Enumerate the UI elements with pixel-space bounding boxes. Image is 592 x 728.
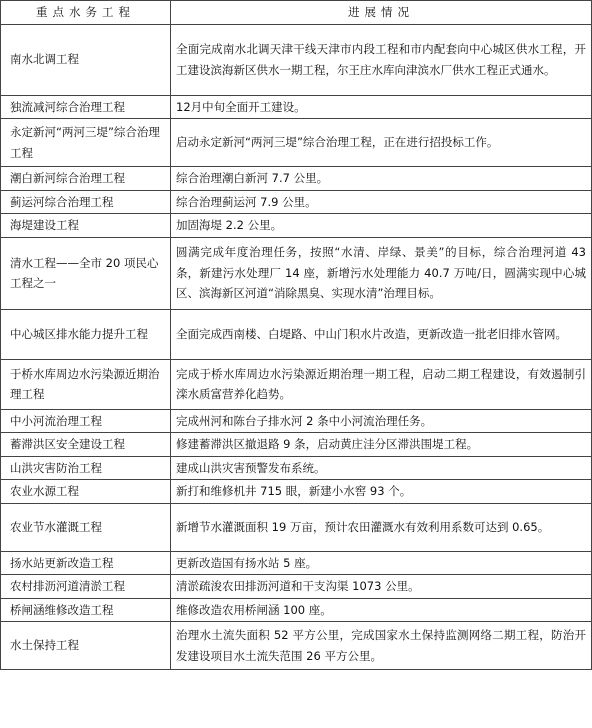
project-name: 中小河流治理工程 bbox=[1, 409, 171, 433]
project-name: 永定新河“两河三堤”综合治理工程 bbox=[1, 119, 171, 167]
header-row bbox=[1, 1, 592, 25]
project-progress: 完成于桥水库周边水污染源近期治理一期工程，启动二期工程建设，有效遏制引滦水质富营养化趋势。 bbox=[171, 359, 592, 409]
project-progress: 12月中旬全面开工建设。 bbox=[171, 95, 592, 119]
project-name: 山洪灾害防治工程 bbox=[1, 456, 171, 480]
table-row bbox=[1, 119, 592, 167]
table-row bbox=[1, 95, 592, 119]
table-row bbox=[1, 359, 592, 409]
project-name: 扬水站更新改造工程 bbox=[1, 551, 171, 575]
project-name: 农村排沥河道清淤工程 bbox=[1, 575, 171, 599]
table-row bbox=[1, 237, 592, 309]
project-progress: 综合治理蓟运河 7.9 公里。 bbox=[171, 190, 592, 214]
project-progress: 全面完成西南楼、白堤路、中山门积水片改造，更新改造一批老旧排水管网。 bbox=[171, 309, 592, 359]
project-name: 桥闸涵维修改造工程 bbox=[1, 598, 171, 622]
table-row bbox=[1, 409, 592, 433]
project-name: 南水北调工程 bbox=[1, 24, 171, 95]
project-progress: 全面完成南水北调天津干线天津市内段工程和市内配套向中心城区供水工程，开工建设滨海新区供水一期工程，尔王庄水库向津滨水厂供水工程正式通水。 bbox=[171, 24, 592, 95]
project-progress: 圆满完成年度治理任务，按照“水清、岸绿、景美”的目标，综合治理河道 43 条，新建污水处理厂 14 座，新增污水处理能力 40.7 万吨/日，圆满实现中心城区、滨海新区河道“消除黑臭、实现水清”治理目标。 bbox=[171, 237, 592, 309]
table-row bbox=[1, 575, 592, 599]
project-progress: 建成山洪灾害预警发布系统。 bbox=[171, 456, 592, 480]
project-progress: 清淤疏浚农田排沥河道和干支沟渠 1073 公里。 bbox=[171, 575, 592, 599]
project-name: 独流减河综合治理工程 bbox=[1, 95, 171, 119]
table-row bbox=[1, 309, 592, 359]
project-progress: 综合治理潮白新河 7.7 公里。 bbox=[171, 167, 592, 191]
project-name: 农业水源工程 bbox=[1, 480, 171, 504]
project-name: 清水工程——全市 20 项民心工程之一 bbox=[1, 237, 171, 309]
project-progress: 治理水土流失面积 52 平方公里，完成国家水土保持监测网络二期工程，防治开发建设项目水土流失范围 26 平方公里。 bbox=[171, 622, 592, 670]
table-row bbox=[1, 190, 592, 214]
project-progress: 新增节水灌溉面积 19 万亩，预计农田灌溉水有效利用系数可达到 0.65。 bbox=[171, 503, 592, 551]
project-name: 蓄滞洪区安全建设工程 bbox=[1, 433, 171, 457]
header-project: 重点水务工程 bbox=[1, 1, 171, 25]
table-row bbox=[1, 480, 592, 504]
project-progress: 启动永定新河“两河三堤”综合治理工程，正在进行招投标工作。 bbox=[171, 119, 592, 167]
project-progress: 加固海堤 2.2 公里。 bbox=[171, 214, 592, 238]
table-row bbox=[1, 503, 592, 551]
project-name: 潮白新河综合治理工程 bbox=[1, 167, 171, 191]
table-row bbox=[1, 622, 592, 670]
project-progress: 维修改造农用桥闸涵 100 座。 bbox=[171, 598, 592, 622]
project-name: 蓟运河综合治理工程 bbox=[1, 190, 171, 214]
table-row bbox=[1, 24, 592, 95]
project-progress: 新打和维修机井 715 眼，新建小水窖 93 个。 bbox=[171, 480, 592, 504]
project-name: 海堤建设工程 bbox=[1, 214, 171, 238]
table-row bbox=[1, 214, 592, 238]
project-name: 农业节水灌溉工程 bbox=[1, 503, 171, 551]
project-progress: 更新改造国有扬水站 5 座。 bbox=[171, 551, 592, 575]
project-name: 于桥水库周边水污染源近期治理工程 bbox=[1, 359, 171, 409]
table-row bbox=[1, 551, 592, 575]
header-progress: 进展情况 bbox=[171, 1, 592, 25]
project-name: 中心城区排水能力提升工程 bbox=[1, 309, 171, 359]
table-row bbox=[1, 598, 592, 622]
table-row bbox=[1, 433, 592, 457]
project-progress: 完成州河和陈台子排水河 2 条中小河流治理任务。 bbox=[171, 409, 592, 433]
table-row bbox=[1, 167, 592, 191]
table-row bbox=[1, 456, 592, 480]
project-name: 水土保持工程 bbox=[1, 622, 171, 670]
project-progress: 修建蓄滞洪区撤退路 9 条，启动黄庄洼分区滞洪围堤工程。 bbox=[171, 433, 592, 457]
